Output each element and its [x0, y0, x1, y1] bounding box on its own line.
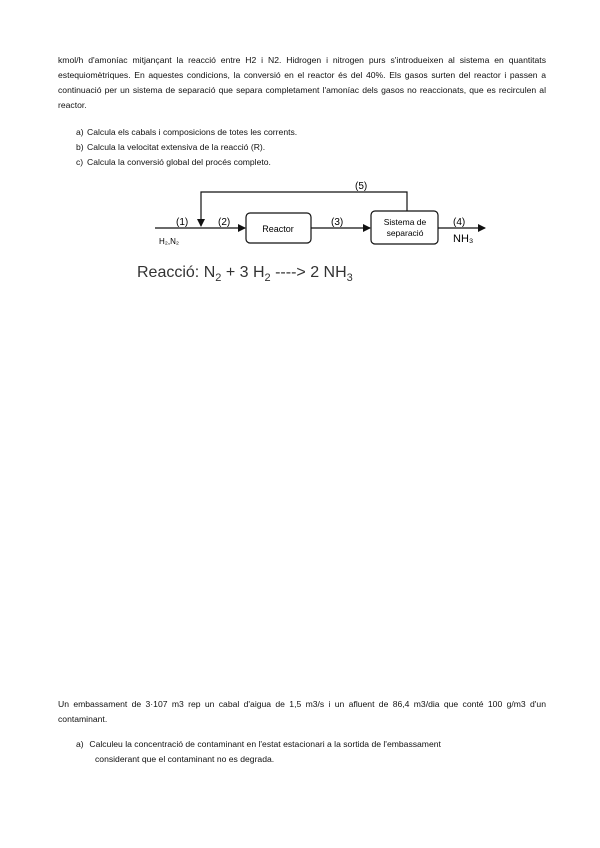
product-label: NH₃: [453, 233, 474, 245]
problem1-questions: [76, 125, 297, 170]
question-text-line1: Calculeu la concentració de contaminant en l'estat estacionari a la sortida de l'embassament: [89, 739, 441, 749]
question-marker: a): [76, 739, 84, 749]
reactor-label: Reactor: [262, 224, 294, 234]
question-marker: a): [76, 127, 84, 137]
reaction-plus: + 3 H: [221, 264, 265, 281]
question-b: [76, 140, 297, 155]
problem2-question-a: [76, 737, 536, 767]
question-text: Calcula la conversió global del procés completo.: [87, 157, 271, 167]
separator-label-line1: Sistema de: [383, 217, 427, 227]
reaction-equation: [137, 264, 353, 284]
reaction-sub: 3: [346, 272, 353, 285]
separator-label-line2: separació: [386, 228, 424, 238]
reaction-sub: 2: [264, 272, 271, 285]
stream-3-label: (3): [331, 217, 344, 228]
stream-1-label: (1): [176, 217, 189, 228]
question-marker: b): [76, 142, 84, 152]
question-a: [76, 125, 297, 140]
question-text: Calcula la velocitat extensiva de la reacció (R).: [87, 142, 266, 152]
stream-4-label: (4): [453, 217, 466, 228]
reaction-sub: 2: [215, 272, 222, 285]
question-c: [76, 155, 297, 170]
feed-label: H₂,N₂: [159, 237, 179, 246]
reaction-arrow: ----> 2 NH: [270, 264, 347, 281]
question-text: Calcula els cabals i composicions de totes les corrents.: [87, 127, 298, 137]
problem2-intro: Un embassament de 3·107 m3 rep un cabal d'aigua de 1,5 m3/s i un afluent de 86,4 m3/dia que conté 100 g/m3 d'un contaminant.: [58, 699, 546, 724]
problem1-intro: kmol/h d'amoníac mitjançant la reacció entre H2 i N2. Hidrogen i nitrogen purs s'introdueixen al sistema en quantitats estequiomètriques. En aquestes condicions, la conversió en el reactor és del 40%. Els gasos surten del reactor i passen a continuació per un sistema de separació que separa completament l'amoníac dels gasos no reaccionats, que es recirculen al reactor.: [58, 55, 546, 110]
reaction-label: Reacció:: [137, 264, 204, 281]
stream-5-label: (5): [355, 181, 368, 192]
reaction-n: N: [203, 264, 216, 281]
question-text-line2: considerant que el contaminant no es degrada.: [95, 754, 275, 764]
question-marker: c): [76, 157, 84, 167]
process-flow-diagram: [145, 178, 495, 253]
stream-2-label: (2): [218, 217, 231, 228]
